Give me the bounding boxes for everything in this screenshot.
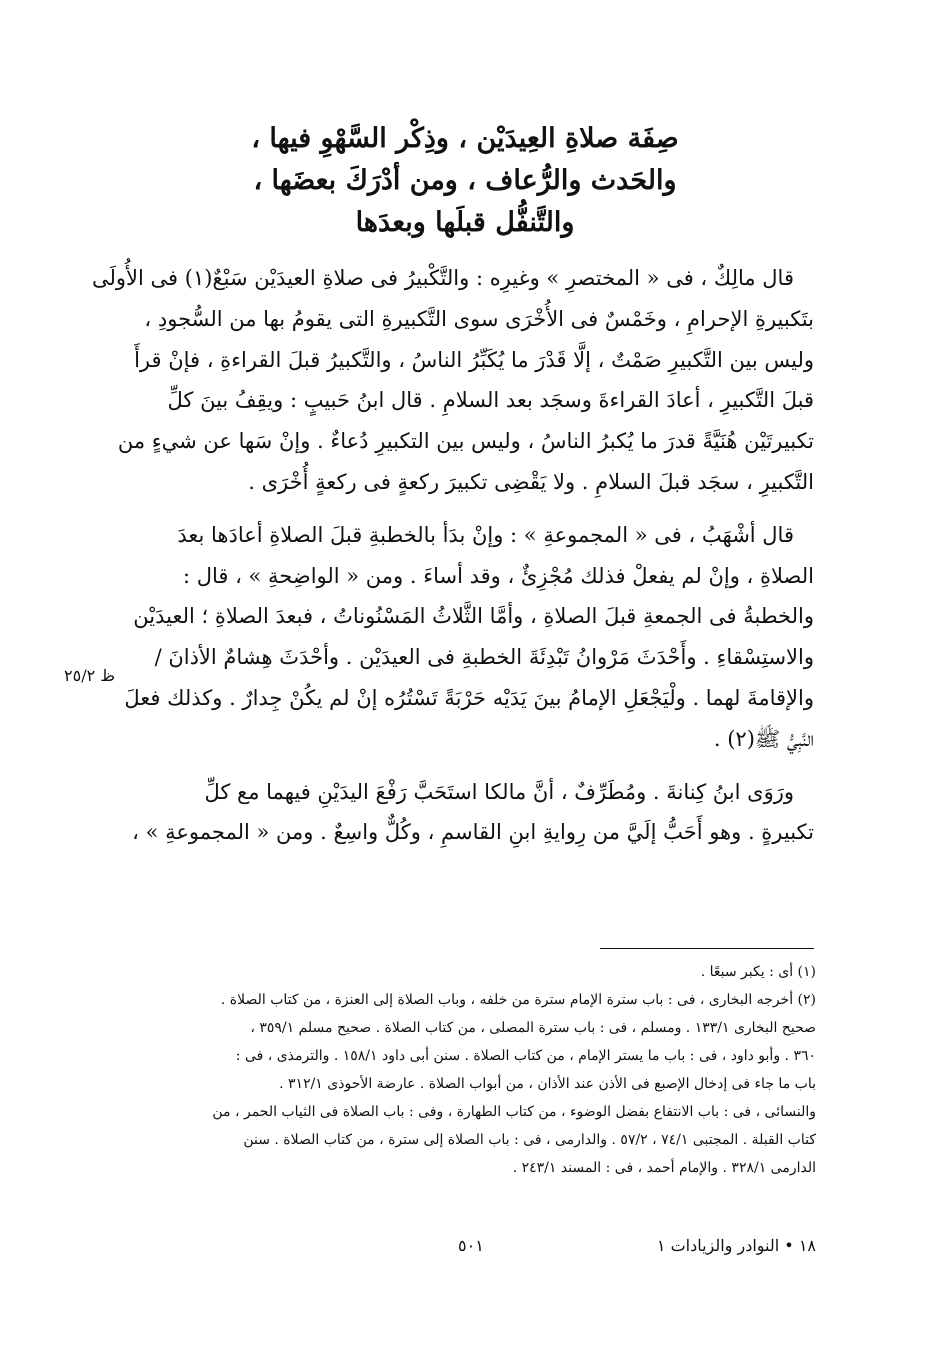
footnote-line: ٣٦٠ . وأبو داود ، فى : باب ما يستر الإمام ، من كتاب الصلاة . سنن أبى داود ١٥٨/١ . والترمذى ، فى : [235, 1048, 816, 1064]
chapter-title [180, 118, 750, 244]
text-line: والخطبةُ فى الجمعةِ قبلَ الصلاةِ ، وأمَّا الثَّلاثُ المَسْنُوناتُ ، فبعدَ الصلاةِ ؛ العيدَيْن [133, 604, 814, 629]
text-line: النَّبِيُّ ﷺ(٢) . [713, 726, 814, 751]
main-text [92, 258, 814, 865]
text-line: وليس بين التَّكبيرِ صَمْتٌ ، إلَّا قَدْرَ ما يُكَبِّرُ الناسُ ، والتَّكبيرُ قبلَ القراءةِ ، فإنْ قرأَ [134, 347, 814, 372]
footnote-line: صحيح البخارى ١٣٣/١ . ومسلم ، فى : باب سترة المصلى ، من كتاب الصلاة . صحيح مسلم ٣٥٩/١ ، [250, 1020, 816, 1036]
text-line: قال أشْهَبُ ، فى « المجموعةِ » : وإنْ بدَأ بالخطبةِ قبلَ الصلاةِ أعادَها بعدَ [177, 522, 794, 547]
footnote-line: (١) أى : يكبر سبعًا . [700, 964, 816, 980]
page-number: ٥٠١ [458, 1236, 484, 1255]
text-line: والإقامةَ لهما . ولْيَجْعَلِ الإمامُ بينَ يَدَيْه حَرْبَةً تَسْتُرُه إنْ لم يكُنْ جِدارٌ . وكذلك فعلَ [124, 685, 814, 710]
text-line: والاستِسْقاءِ . وأَحْدَثَ مَرْوانُ تَبْدِئَةَ الخطبةِ فى العيدَيْن . وأحْدَثَ هِشامٌ الأذانَ / [154, 645, 814, 670]
footnote-line: (٢) أخرجه البخارى ، فى : باب سترة الإمام سترة من خلفه ، وباب الصلاة إلى العنزة ، من كتاب الصلاة . [220, 992, 816, 1008]
text-line: ورَوَى ابنُ كِنانةَ . ومُطَرِّفٌ ، أنَّ مالكا استَحَبَّ رَفْعَ اليدَيْنِ فيهما مع كلِّ [204, 779, 794, 804]
book-signature: ١٨ • النوادر والزيادات ١ [656, 1236, 816, 1255]
page-footer [120, 1236, 816, 1260]
text-line: الصلاةِ ، وإنْ لم يفعلْ فذلك مُجْزِئٌ ، وقد أساءَ . ومن « الواضِحةِ » ، قال : [182, 563, 814, 588]
text-line: قبلَ التَّكبيرِ ، أعادَ القراءةَ وسجَد بعد السلامِ . قال ابنُ حَبيبٍ : ويقِفُ بينَ كلِّ [167, 388, 814, 413]
paragraph-2 [120, 515, 814, 760]
text-line: التَّكبيرِ ، سجَد قبلَ السلامِ . ولا يَقْضِى تكبيرَ ركعةٍ فى ركعةٍ أُخْرَى . [248, 469, 814, 494]
manuscript-folio-note: ظ ٢٥/٢ [64, 666, 116, 685]
text-line: تكبيرتَيْن هُنَيَّةً قدرَ ما يُكبرُ الناسُ ، وليس بين التكبيرِ دُعاءٌ . وإنْ سَها عن شيءٍ من [117, 429, 814, 454]
title-line-3: والتَّنفُّل قبلَها وبعدَها [355, 207, 575, 238]
footnote-line: الدارمى ٣٢٨/١ . والإمام أحمد ، فى : المسند ٢٤٣/١ . [512, 1160, 816, 1176]
footnote-line: كتاب القبلة . المجتبى ٧٤/١ ، ٥٧/٢ . والدارمى ، فى : باب الصلاة إلى سترة ، من كتاب الصلاة . سنن [243, 1132, 816, 1148]
footnote-line: والنسائى ، فى : باب الانتفاع بفضل الوضوء ، من كتاب الطهارة ، وفى : باب الصلاة فى الثياب الحمر ، من [212, 1104, 816, 1120]
paragraph-1 [92, 258, 814, 503]
text-line: قال مالِكٌ ، فى « المختصرِ » وغيرِه : والتَّكْبيرُ فى صلاةِ العيدَيْن سَبْعٌ(١) فى الأُولَى [92, 266, 794, 290]
footnote-separator [600, 948, 814, 949]
text-line: تكبيرةٍ . وهو أَحَبُّ إلَيَّ من رِوايةِ ابنِ القاسمِ ، وكُلٌّ واسِعٌ . ومن « المجموعةِ » ، [132, 820, 814, 845]
paragraph-3 [120, 772, 814, 854]
text-line: بتَكبيرةِ الإحرامِ ، وخَمْسٌ فى الأُخْرَى سوى التَّكبيرةِ التى يقومُ بها من السُّجودِ ، [144, 306, 814, 331]
title-line-1: صِفَة صلاةِ العِيدَيْن ، وذِكْر السَّهْوِ فيها ، [251, 123, 679, 154]
footnote-line: باب ما جاء فى إدخال الإصبع فى الأذن عند الأذان ، من أبواب الصلاة . عارضة الأحوذى ٣١٢/١ . [279, 1076, 816, 1092]
title-line-2: والحَدث والرُّعاف ، ومن أدْرَكَ بعضَها ، [253, 165, 677, 196]
footnotes [120, 958, 816, 1182]
